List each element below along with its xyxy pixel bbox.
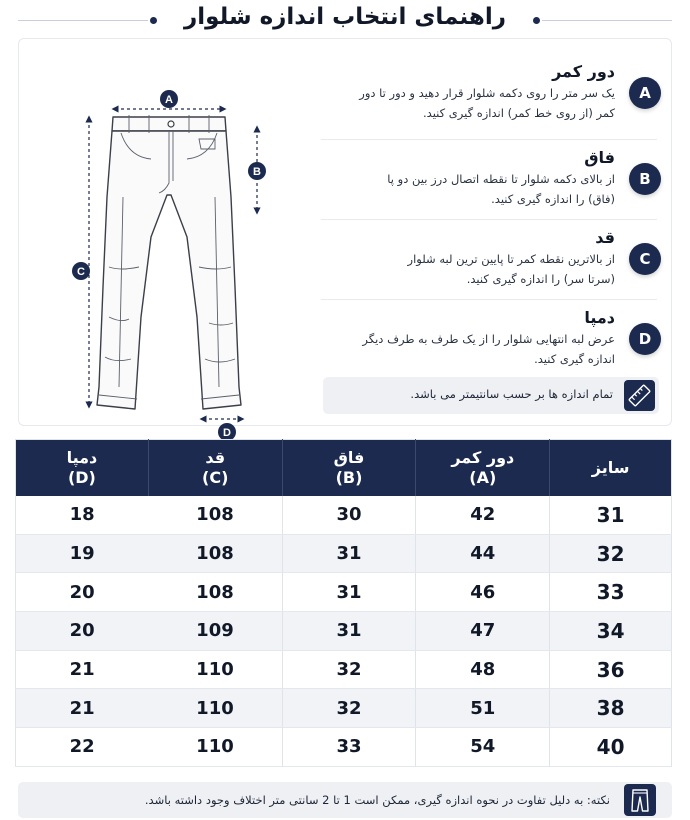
badge-d-icon: D	[629, 323, 661, 355]
length-cell: 110	[148, 728, 282, 767]
waist-cell: 46	[416, 573, 550, 612]
rise-cell: 31	[282, 573, 416, 612]
waist-cell: 42	[416, 496, 550, 535]
jeans-icon	[624, 784, 656, 816]
title-dot-left	[150, 17, 157, 24]
page-header	[0, 0, 690, 42]
title-dot-right	[533, 17, 540, 24]
measurement-desc-line1: از بالای دکمه شلوار تا نقطه اتصال درز بین دو پا	[387, 172, 615, 186]
column-header-length: قد (C)	[148, 440, 282, 496]
measurement-item-hem	[321, 303, 661, 378]
size-cell: 40	[550, 728, 672, 767]
waist-cell: 48	[416, 650, 550, 689]
measurement-item-rise	[321, 143, 661, 218]
waist-cell: 54	[416, 728, 550, 767]
unit-note	[323, 377, 659, 414]
title-divider-right	[542, 20, 672, 21]
length-cell: 110	[148, 650, 282, 689]
hem-cell: 21	[16, 689, 149, 728]
column-header-waist: دور کمر (A)	[416, 440, 550, 496]
measurement-desc-line1: عرض لبه انتهایی شلوار را از یک طرف به طرف دیگر	[362, 332, 615, 346]
rise-cell: 31	[282, 534, 416, 573]
size-cell: 34	[550, 612, 672, 651]
unit-note-text: تمام اندازه ها بر حسب سانتیمتر می باشد.	[410, 387, 613, 401]
hem-cell: 20	[16, 573, 149, 612]
badge-c-icon: C	[629, 243, 661, 275]
rise-cell: 31	[282, 612, 416, 651]
table-header-row	[16, 440, 672, 496]
measurement-title: دور کمر	[552, 62, 615, 81]
length-cell: 110	[148, 689, 282, 728]
size-cell: 31	[550, 496, 672, 535]
table-row	[16, 534, 672, 573]
measurement-title: فاق	[584, 148, 615, 167]
svg-text:D: D	[223, 427, 231, 439]
measurement-desc-line2: کمر (از روی خط کمر) اندازه گیری کنید.	[423, 106, 615, 120]
dimension-badge-a	[160, 90, 178, 108]
dimension-badge-b	[248, 162, 266, 180]
measurement-desc-line2: (سرتا سر) را اندازه گیری کنید.	[466, 272, 615, 286]
column-header-hem: دمپا (D)	[16, 440, 149, 496]
measurement-guide-card	[18, 38, 672, 439]
rise-cell: 32	[282, 689, 416, 728]
hem-cell: 20	[16, 612, 149, 651]
footer-note-text: نکته: به دلیل تفاوت در نحوه اندازه گیری، ممکن است 1 تا 2 سانتی متر اختلاف وجود داشته باشد.	[144, 793, 610, 807]
size-cell: 33	[550, 573, 672, 612]
svg-text:A: A	[165, 94, 173, 106]
item-divider	[321, 219, 657, 220]
size-cell: 32	[550, 534, 672, 573]
page-title: راهنمای انتخاب اندازه شلوار	[184, 4, 506, 30]
waist-cell: 44	[416, 534, 550, 573]
measurement-desc-line2: اندازه گیری کنید.	[534, 352, 615, 366]
length-cell: 108	[148, 573, 282, 612]
table-row	[16, 612, 672, 651]
length-cell: 108	[148, 534, 282, 573]
dimension-badge-c	[72, 262, 90, 280]
table-row	[16, 689, 672, 728]
measurement-title: قد	[595, 228, 615, 247]
waist-cell: 51	[416, 689, 550, 728]
svg-text:C: C	[77, 266, 85, 278]
table-row	[16, 573, 672, 612]
hem-cell: 18	[16, 496, 149, 535]
table-row	[16, 650, 672, 689]
table-row	[16, 728, 672, 767]
measurement-desc-line1: از بالاترین نقطه کمر تا پایین ترین لبه شلوار	[407, 252, 615, 266]
size-table	[15, 439, 672, 767]
column-header-rise: فاق (B)	[282, 440, 416, 496]
waist-cell: 47	[416, 612, 550, 651]
item-divider	[321, 139, 657, 140]
footer-note	[18, 782, 672, 818]
hem-cell: 22	[16, 728, 149, 767]
title-divider-left	[18, 20, 148, 21]
jeans-diagram	[69, 87, 269, 439]
svg-text:B: B	[253, 166, 261, 178]
rise-cell: 32	[282, 650, 416, 689]
length-cell: 109	[148, 612, 282, 651]
measurement-item-length	[321, 223, 661, 298]
rise-cell: 30	[282, 496, 416, 535]
hem-cell: 19	[16, 534, 149, 573]
rise-cell: 33	[282, 728, 416, 767]
ruler-icon	[624, 380, 655, 411]
length-cell: 108	[148, 496, 282, 535]
column-header-size: سایز	[550, 440, 672, 496]
item-divider	[321, 299, 657, 300]
badge-a-icon: A	[629, 77, 661, 109]
table-row	[16, 496, 672, 535]
measurement-title: دمپا	[584, 308, 615, 327]
measurement-item-waist	[321, 57, 661, 132]
size-cell: 38	[550, 689, 672, 728]
measurement-desc-line2: (فاق) را اندازه گیری کنید.	[491, 192, 615, 206]
hem-cell: 21	[16, 650, 149, 689]
measurement-desc-line1: یک سر متر را روی دکمه شلوار قرار دهید و دور تا دور	[359, 86, 615, 100]
size-cell: 36	[550, 650, 672, 689]
badge-b-icon: B	[629, 163, 661, 195]
